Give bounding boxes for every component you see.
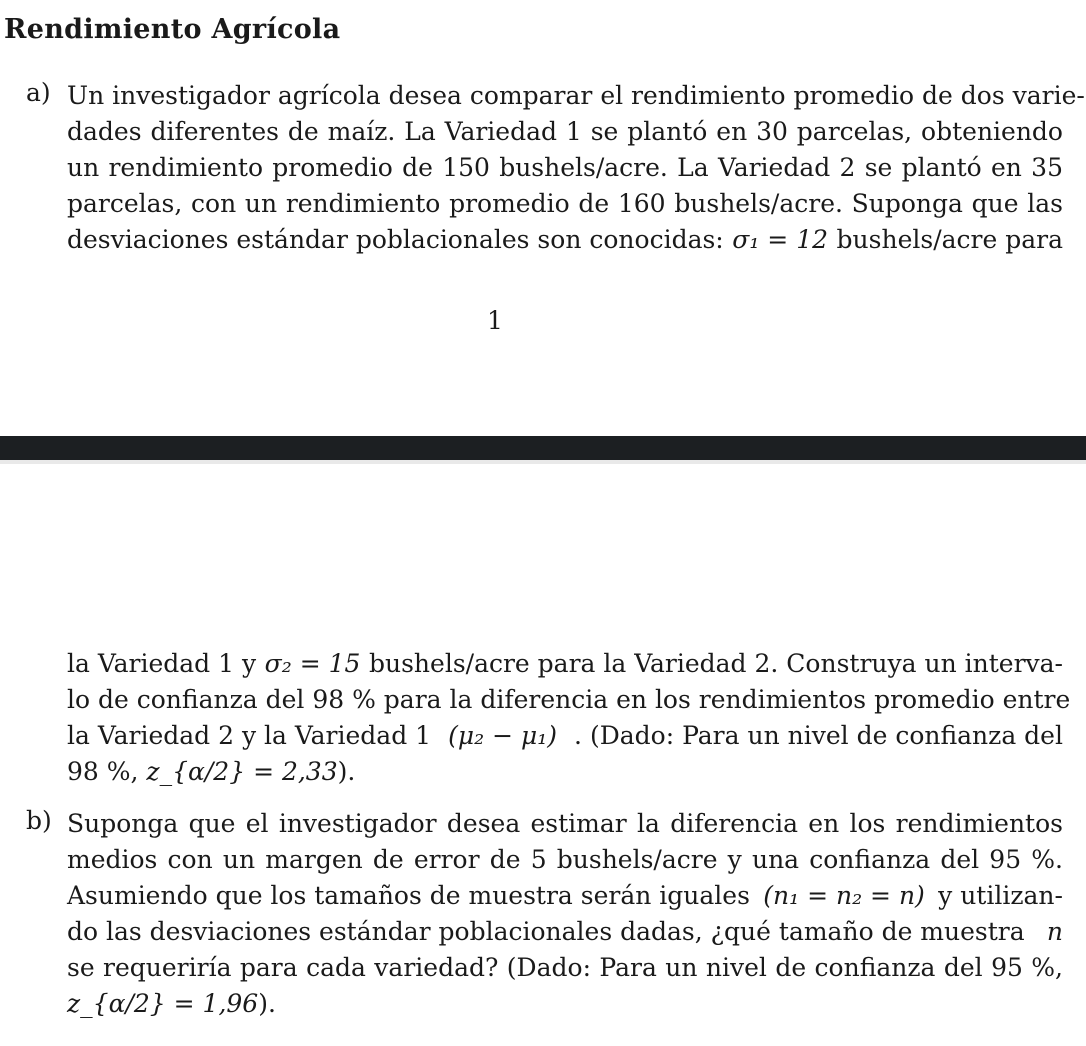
part-a-line-8 (67, 718, 1063, 754)
part-a-line-5-text: desviaciones estándar poblacionales son conocidas: (67, 225, 724, 254)
part-a-line-4: parcelas, con un rendimiento promedio de 160 bushels/acre. Suponga que las (67, 189, 1063, 218)
part-a-line-9 (67, 754, 355, 790)
part-b-line-3-end: y utilizan- (938, 881, 1063, 910)
z-critical-98: z_{α/2} = 2,33 (146, 757, 338, 786)
sigma2-equation: σ₂ = 15 (264, 649, 361, 678)
page-separator (0, 436, 1086, 460)
document-title: Rendimiento Agrícola (4, 14, 341, 45)
page-separator-shadow (0, 460, 1086, 464)
z-critical-95: z_{α/2} = 1,96 (67, 989, 259, 1018)
part-a-line-8-end: . (Dado: Para un nivel de confianza del (574, 721, 1063, 750)
part-a-line-8-start: la Variedad 2 y la Variedad 1 (67, 721, 432, 750)
part-a-line-6-start: la Variedad 1 y (67, 649, 257, 678)
part-a-line-3: un rendimiento promedio de 150 bushels/acre. La Variedad 2 se plantó en 35 (67, 153, 1063, 182)
part-b-line-1: Suponga que el investigador desea estimar la diferencia en los rendimientos (67, 809, 1063, 838)
part-a-line-1: Un investigador agrícola desea comparar el rendimiento promedio de dos varie- (67, 81, 1085, 110)
part-a-line-5 (67, 222, 1063, 258)
part-a-line-5-end: bushels/acre para (836, 225, 1063, 254)
part-a-line-2: dades diferentes de maíz. La Variedad 1 se plantó en 30 parcelas, obteniendo (67, 117, 1063, 146)
sample-size-equality: (n₁ = n₂ = n) (763, 881, 925, 910)
part-b-line-2: medios con un margen de error de 5 bushels/acre y una confianza del 95 %. (67, 845, 1063, 874)
part-b-line-5: se requeriría para cada variedad? (Dado: Para un nivel de confianza del 95 %, (67, 953, 1063, 982)
part-b-line-4-start: do las desviaciones estándar poblacionales dadas, ¿qué tamaño de muestra (67, 917, 1025, 946)
part-b-line-6-end: ). (258, 989, 276, 1018)
sample-size-n: n (1046, 917, 1063, 946)
part-b-line-3 (67, 878, 1063, 914)
sigma1-equation: σ₁ = 12 (732, 225, 829, 254)
part-b-line-4 (67, 914, 1063, 950)
part-a-line-7: lo de confianza del 98 % para la diferencia en los rendimientos promedio entre (67, 685, 1071, 714)
item-marker-a: a) (26, 78, 51, 107)
part-a-line-6 (67, 646, 1063, 682)
part-b-line-3-start: Asumiendo que los tamaños de muestra serán iguales (67, 881, 750, 910)
page-number: 1 (487, 306, 503, 335)
part-b-line-6 (67, 986, 276, 1022)
part-a-line-9-end: ). (337, 757, 356, 786)
mu-difference: (μ₂ − μ₁) (448, 721, 557, 750)
part-a-line-9-start: 98 %, (67, 757, 139, 786)
part-a-line-6-end: bushels/acre para la Variedad 2. Construya un interva- (369, 649, 1063, 678)
item-marker-b: b) (26, 806, 52, 835)
